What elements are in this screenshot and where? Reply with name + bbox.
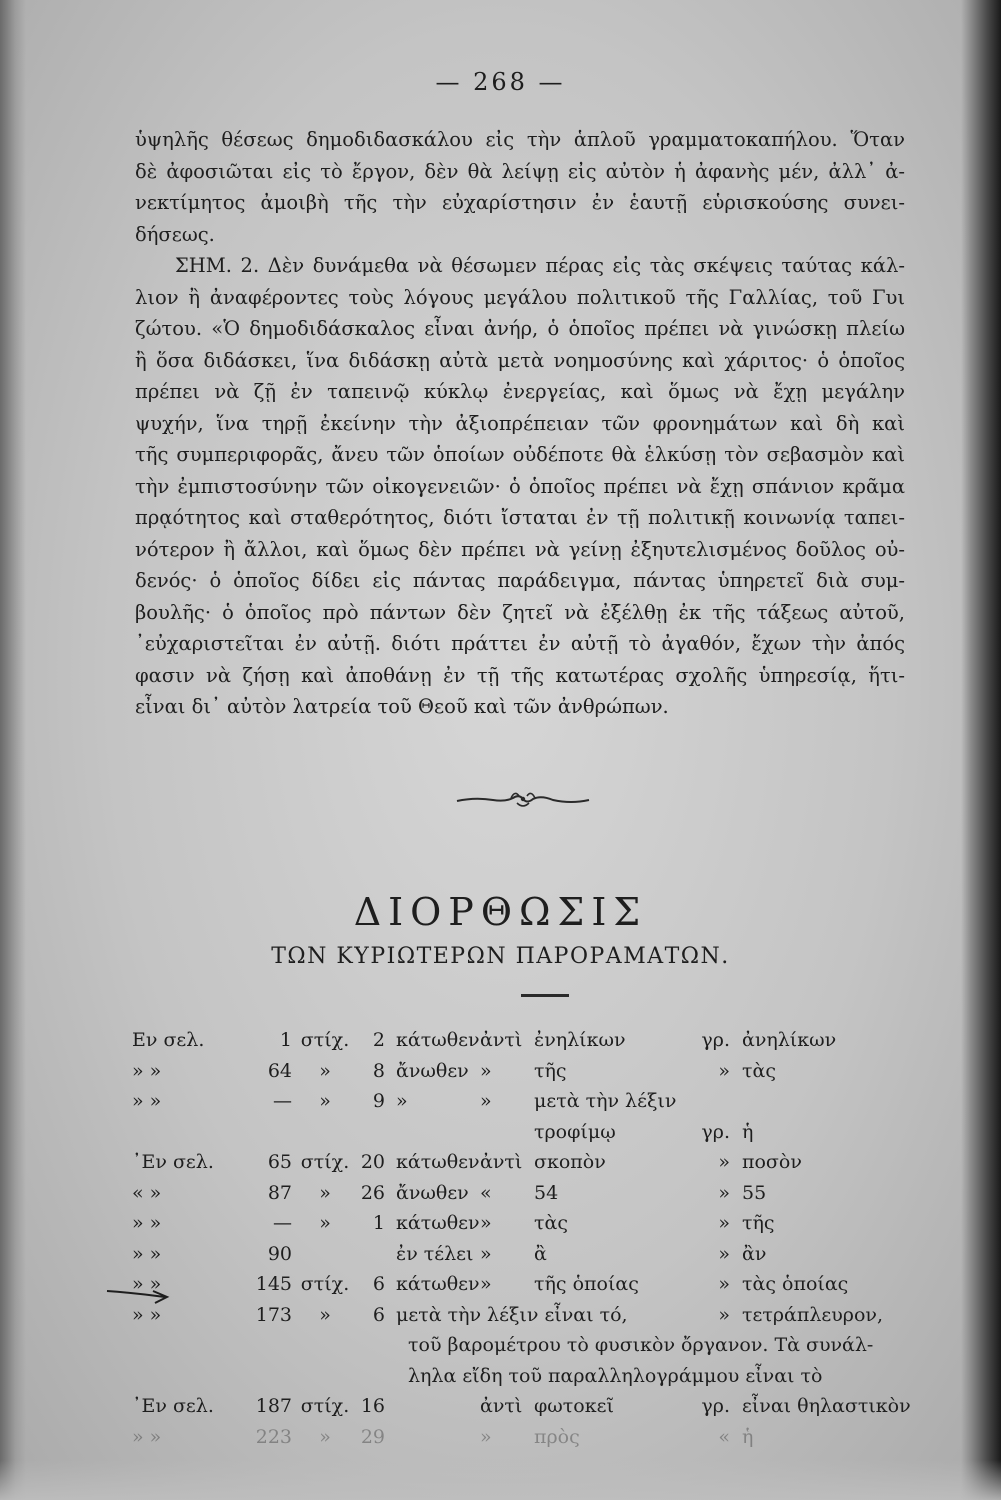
text-line: πρᾳότητος καὶ σταθερότητος, διότι ἴσταται ἐν τῇ πολιτικῇ κοινωνίᾳ ταπει-	[135, 506, 905, 529]
errata-anti: »	[480, 1090, 492, 1112]
errata-where: ἄνωθεν	[396, 1059, 469, 1082]
text-line: λιον ἢ ἀναφέροντες τοὺς λόγους μεγάλου πολιτικοῦ τῆς Γαλλίας, τοῦ Γυι	[135, 285, 905, 309]
text-line: ὑψηλῆς θέσεως δημοδιδασκάλου εἰς τὴν ἁπλοῦ γραμματοκαπήλου. Ὅταν	[135, 128, 905, 151]
errata-gr: γρ.	[701, 1029, 730, 1051]
errata-wrong: σκοπὸν	[534, 1151, 606, 1173]
errata-wrong: 54	[534, 1181, 559, 1204]
errata-right: ἂν	[742, 1242, 767, 1265]
errata-line: 1	[372, 1212, 385, 1234]
errata-prefix: » »	[132, 1425, 162, 1448]
errata-page: 87	[267, 1181, 292, 1204]
text-line: πρέπει νὰ ζῇ ἐν ταπεινῷ κύκλῳ ἐνεργείας, καὶ ὅμως νὰ ἔχῃ μεγάλην	[135, 380, 905, 403]
page-bottom-fade	[0, 1460, 1001, 1500]
errata-stich: στίχ.	[300, 1151, 350, 1173]
errata-where: ἐν τέλει	[396, 1242, 474, 1265]
errata-prefix: » »	[132, 1242, 162, 1265]
text-line: εἶναι δι᾽ αὐτὸν λατρεία τοῦ Θεοῦ καὶ τῶν ἀνθρώπων.	[135, 695, 669, 718]
errata-gr: »	[718, 1059, 730, 1082]
errata-gr: »	[718, 1151, 730, 1173]
errata-row	[132, 1151, 912, 1182]
errata-prefix: ᾽Εν σελ.	[132, 1395, 214, 1417]
errata-wrong: πρὸς	[534, 1425, 580, 1448]
errata-row	[132, 1334, 912, 1365]
text-line: ζώτου. «Ὁ δημοδιδάσκαλος εἶναι ἀνήρ, ὁ ὁποῖος πρέπει νὰ γινώσκῃ πλείω	[135, 317, 905, 340]
errata-line: 9	[372, 1090, 385, 1112]
errata-page: 145	[255, 1273, 292, 1295]
errata-right: ποσὸν	[742, 1151, 802, 1173]
page-left-edge-shadow	[0, 0, 26, 1500]
errata-prefix: » »	[132, 1090, 162, 1112]
errata-stich: στίχ.	[300, 1029, 350, 1051]
errata-page: 1	[279, 1029, 292, 1051]
errata-wrong: ἂ	[534, 1242, 547, 1265]
errata-gr: »	[718, 1303, 730, 1326]
errata-where: ληλα εἴδη τοῦ παραλληλογράμμου εἶναι τὸ	[408, 1364, 823, 1387]
errata-line: 26	[360, 1181, 385, 1204]
page-number: — 268 —	[435, 68, 566, 96]
errata-page: 173	[255, 1303, 292, 1326]
text-line: ᾽εὐχαριστεῖται ἐν αὐτῇ. διότι πράττει ἐν αὐτῇ τὸ ἀγαθόν, ἔχων τὴν ἀπός	[135, 632, 905, 655]
errata-where: κάτωθεν	[396, 1151, 480, 1173]
errata-page: 64	[267, 1059, 292, 1082]
errata-table	[132, 1029, 912, 1456]
errata-right: ἀνηλίκων	[742, 1029, 837, 1051]
errata-row	[132, 1426, 912, 1457]
text-line: τῆς συμπεριφορᾶς, ἄνευ τῶν ὁποίων οὐδέποτε θὰ ἑλκύσῃ τὸν σεβασμὸν καὶ	[135, 443, 905, 466]
errata-row	[132, 1395, 912, 1426]
text-line: φασιν νὰ ζήσῃ καὶ ἀποθάνῃ ἐν τῇ τῆς κατωτέρας σχολῆς ὑπηρεσίᾳ, ἥτι-	[135, 663, 905, 687]
errata-wrong: μετὰ τὴν λέξιν	[534, 1090, 677, 1112]
errata-line: 6	[372, 1273, 385, 1295]
errata-anti: ἀντὶ	[480, 1151, 523, 1173]
errata-page: 90	[267, 1242, 292, 1265]
errata-anti: »	[480, 1425, 492, 1448]
errata-where: μετὰ τὴν λέξιν εἶναι τό,	[396, 1303, 628, 1326]
errata-prefix: » »	[132, 1273, 162, 1295]
ornament-divider-icon	[455, 785, 591, 815]
errata-title: ΔΙΟΡΘΩΣΙΣ	[353, 890, 648, 934]
errata-line: 2	[372, 1029, 385, 1051]
errata-where: κάτωθεν	[396, 1212, 480, 1234]
errata-gr: γρ.	[701, 1120, 730, 1143]
errata-row	[132, 1060, 912, 1091]
errata-page: 223	[255, 1425, 292, 1448]
errata-where: »	[396, 1090, 408, 1112]
errata-prefix: » »	[132, 1303, 162, 1326]
errata-stich: »	[319, 1303, 331, 1326]
text-line: ΣΗΜ. 2. Δὲν δυνάμεθα νὰ θέσωμεν πέρας εἰς τὰς σκέψεις ταύτας κάλ-	[175, 254, 905, 277]
errata-stich: »	[319, 1425, 331, 1448]
errata-prefix: Εν σελ.	[132, 1029, 205, 1051]
errata-gr: γρ.	[701, 1395, 730, 1417]
errata-gr: »	[718, 1242, 730, 1265]
errata-prefix: » »	[132, 1212, 162, 1234]
errata-line: 29	[360, 1425, 385, 1448]
errata-row	[132, 1273, 912, 1304]
errata-gr: »	[718, 1212, 730, 1234]
errata-prefix: » »	[132, 1059, 162, 1082]
errata-wrong: τῆς ὁποίας	[534, 1273, 639, 1295]
text-line: δὲ ἀφοσιῶται εἰς τὸ ἔργον, δὲν θὰ λείψῃ εἰς αὐτὸν ἡ ἀφανὴς μέν, ἀλλ᾽ ἀ-	[135, 159, 905, 183]
errata-anti: ἀντὶ	[480, 1395, 523, 1417]
errata-right: τὰς	[742, 1059, 776, 1082]
errata-anti: «	[480, 1181, 492, 1204]
errata-anti: ἀντὶ	[480, 1029, 523, 1051]
errata-prefix: « »	[132, 1181, 162, 1204]
errata-anti: »	[480, 1242, 492, 1265]
page-right-edge-binding	[961, 0, 1001, 1500]
errata-subtitle: ΤΩΝ ΚΥΡΙΩΤΕΡΩΝ ΠΑΡΟΡΑΜΑΤΩΝ.	[271, 944, 730, 969]
errata-stich: »	[319, 1181, 331, 1204]
errata-row	[132, 1182, 912, 1213]
errata-line: 8	[372, 1059, 385, 1082]
errata-where: ἄνωθεν	[396, 1181, 469, 1204]
errata-gr: »	[718, 1181, 730, 1204]
errata-gr: »	[718, 1273, 730, 1295]
errata-right: τὰς ὁποίας	[742, 1273, 849, 1295]
errata-prefix: ᾽Εν σελ.	[132, 1151, 214, 1173]
errata-row	[132, 1029, 912, 1060]
errata-right: τῆς	[742, 1212, 775, 1234]
title-rule	[521, 994, 569, 997]
errata-anti: »	[480, 1212, 492, 1234]
text-line: νότερον ἢ ἄλλοι, καὶ ὅμως δὲν πρέπει νὰ γείνῃ ἐξηυτελισμένος δοῦλος οὐ-	[135, 537, 905, 561]
errata-row	[132, 1212, 912, 1243]
handwritten-arrow-mark	[105, 1285, 185, 1305]
errata-right: 55	[742, 1181, 767, 1204]
errata-stich: στίχ.	[300, 1395, 350, 1417]
errata-where: τοῦ βαρομέτρου τὸ φυσικὸν ὄργανον. Τὰ συνάλ-	[408, 1334, 874, 1356]
text-line: δενός· ὁ ὁποῖος δίδει εἰς πάντας παράδειγμα, πάντας ὑπηρετεῖ διὰ συμ-	[135, 569, 905, 592]
errata-page: —	[273, 1212, 292, 1234]
text-line: βουλῆς· ὁ ὁποῖος πρὸ πάντων δὲν ζητεῖ νὰ ἐξέλθῃ ἐκ τῆς τάξεως αὐτοῦ,	[135, 600, 905, 624]
errata-line: 20	[360, 1151, 385, 1173]
errata-stich: »	[319, 1059, 331, 1082]
errata-wrong: φωτοκεῖ	[534, 1395, 614, 1417]
errata-line: 6	[372, 1303, 385, 1326]
errata-page: —	[273, 1090, 292, 1112]
errata-where: κάτωθεν	[396, 1029, 480, 1051]
text-line: τὴν ἐμπιστοσύνην τῶν οἰκογενειῶν· ὁ ὁποῖος πρέπει νὰ ἔχῃ σπάνιον κρᾶμα	[135, 474, 905, 498]
text-line: νεκτίμητος ἀμοιβὴ τῆς τὴν εὐχαρίστησιν ἐν ἑαυτῇ εὑρισκούσης συνει-	[135, 191, 905, 214]
errata-anti: »	[480, 1059, 492, 1082]
errata-gr: «	[718, 1425, 730, 1448]
errata-row	[132, 1365, 912, 1396]
errata-stich: στίχ.	[300, 1273, 350, 1295]
text-line: δήσεως.	[135, 222, 215, 246]
errata-row	[132, 1121, 912, 1152]
errata-wrong: ἐνηλίκων	[534, 1029, 626, 1051]
errata-line: 16	[360, 1395, 385, 1417]
text-line: ψυχήν, ἵνα τηρῇ ἐκείνην τὴν ἀξιοπρέπειαν τῶν φρονημάτων καὶ δὴ καὶ	[135, 411, 905, 435]
errata-where: κάτωθεν	[396, 1273, 480, 1295]
errata-right: ἡ	[742, 1425, 754, 1448]
errata-wrong: τὰς	[534, 1212, 568, 1234]
text-line: ἢ ὅσα διδάσκει, ἵνα διδάσκῃ αὐτὰ μετὰ νοημοσύνης καὶ χάριτος· ὁ ὁποῖος	[135, 348, 905, 372]
errata-wrong: τροφίμῳ	[534, 1120, 616, 1143]
body-text	[135, 124, 905, 723]
errata-page: 187	[255, 1395, 292, 1417]
errata-row	[132, 1090, 912, 1121]
errata-row	[132, 1304, 912, 1335]
errata-stich: »	[319, 1212, 331, 1234]
errata-stich: »	[319, 1090, 331, 1112]
errata-wrong: τῆς	[534, 1059, 567, 1082]
errata-row	[132, 1243, 912, 1274]
errata-right: τετράπλευρον,	[742, 1303, 883, 1326]
errata-right: εἶναι θηλαστικὸν	[742, 1395, 911, 1417]
errata-right: ἡ	[742, 1120, 754, 1143]
errata-anti: »	[480, 1273, 492, 1295]
errata-page: 65	[267, 1151, 292, 1173]
